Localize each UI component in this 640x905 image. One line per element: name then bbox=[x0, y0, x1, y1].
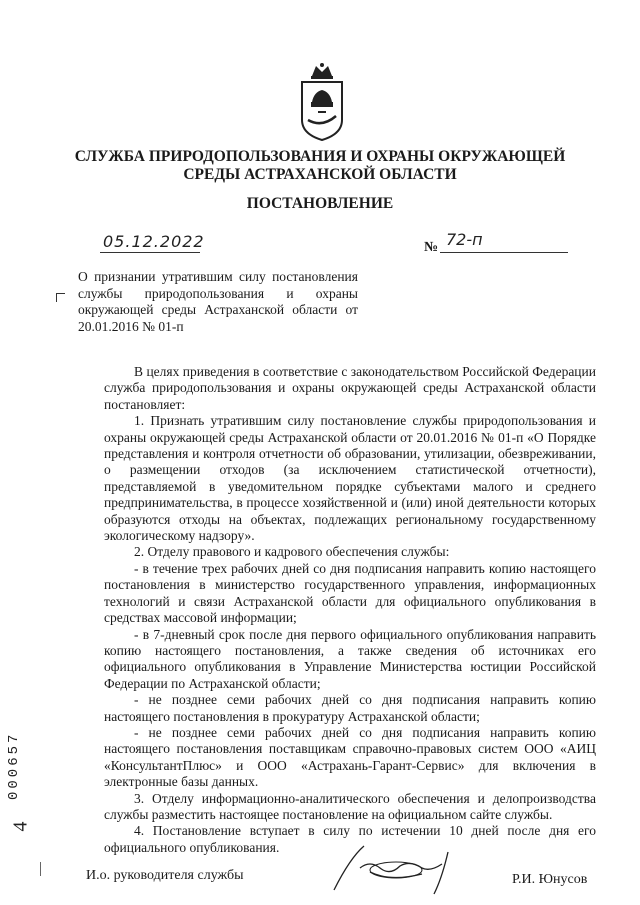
document-body bbox=[104, 364, 596, 856]
number-sign: № bbox=[424, 240, 439, 255]
body-paragraph: 4. Постановление вступает в силу по истечении 10 дней после дня его официального опубликования. bbox=[104, 823, 596, 855]
body-paragraph: - в 7-дневный срок после дня первого официального опубликования направить копию настоящего постановления, а также сведения об источниках его официального опубликования в Управление Министерства юстиции Российской Федерации по Астраханской области; bbox=[104, 626, 596, 691]
body-paragraph: - не позднее семи рабочих дней со дня подписания направить копию настоящего постановления поставщикам справочно-правовых систем ООО «АИЦ «КонсультантПлюс» и ООО «Астрахань-Гарант-Сервис» для включения в электронные базы данных. bbox=[104, 724, 596, 790]
body-paragraph: 1. Признать утратившим силу постановление службы природопользования и охраны окружающей среды Астраханской области от 20.01.2016 № 01-п «О Порядке представления и контроля отчетности об образовании, утилизации, обезвреживании, о размещении отходов (за исключением статистической отчетности), представляемой в уведомительном порядке субъектами малого и среднего предпринимательства, в процессе хозяйственной и (или) иной деятельности которых образуются отходы на объектах, подлежащих региональному государственному экологическому надзору». bbox=[104, 413, 596, 544]
document-number: 72-п bbox=[446, 230, 483, 249]
coat-of-arms-icon bbox=[296, 62, 348, 142]
handwritten-signature bbox=[330, 838, 470, 898]
agency-title: СЛУЖБА ПРИРОДОПОЛЬЗОВАНИЯ И ОХРАНЫ ОКРУЖАЮЩЕЙ СРЕДЫ АСТРАХАНСКОЙ ОБЛАСТИ bbox=[74, 148, 566, 183]
document-subject: О признании утратившим силу постановления службы природопользования и охраны окружающей среды Астраханской области от 20.01.2016 № 01-п bbox=[78, 269, 358, 334]
corner-mark bbox=[56, 293, 65, 302]
body-paragraph: В целях приведения в соответствие с законодательством Российской Федерации служба природопользования и охраны окружающей среды Астраханской области постановляет: bbox=[104, 364, 596, 412]
document-date: 05.12.2022 bbox=[103, 232, 205, 251]
page-mark: 4 bbox=[9, 821, 32, 832]
body-paragraph: - в течение трех рабочих дней со дня подписания направить копию настоящего постановления в министерство государственного управления, информационных технологий и связи Астраханской области для официального опубликования в средствах массовой информации; bbox=[104, 560, 596, 626]
body-paragraph: 3. Отделу информационно-аналитического обеспечения и делопроизводства службы разместить настоящее постановление на официальном сайте службы. bbox=[104, 790, 596, 822]
body-paragraph: - не позднее семи рабочих дней со дня подписания направить копию настоящего постановления в прокуратуру Астраханской области; bbox=[104, 692, 596, 724]
number-underline bbox=[440, 252, 568, 253]
date-underline bbox=[100, 252, 200, 253]
body-paragraph: 2. Отделу правового и кадрового обеспечения службы: bbox=[134, 544, 450, 560]
margin-tick bbox=[40, 862, 41, 876]
signatory-name: Р.И. Юнусов bbox=[512, 872, 588, 887]
document-type: ПОСТАНОВЛЕНИЕ bbox=[246, 195, 394, 212]
signatory-position: И.о. руководителя службы bbox=[86, 868, 244, 883]
registration-number: 000657 bbox=[6, 731, 22, 800]
